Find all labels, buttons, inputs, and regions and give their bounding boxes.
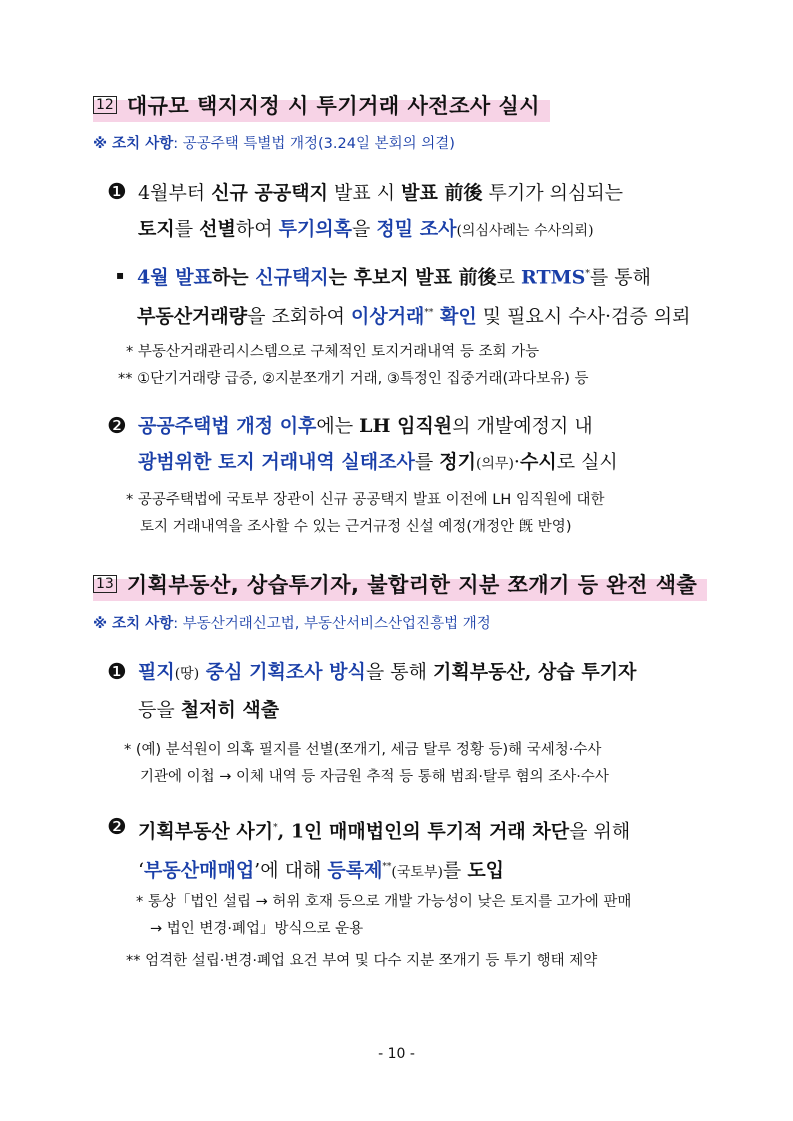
s13-item-1 bbox=[138, 654, 636, 728]
footnote-mark: ** bbox=[382, 862, 392, 873]
bullet-2-icon: ❷ bbox=[107, 414, 127, 439]
footnote: * (예) 분석원이 의혹 필지를 선별(쪼개기, 세금 탈루 정황 등)해 국세청·수사 bbox=[124, 742, 602, 758]
bullet-1-icon: ❶ bbox=[107, 660, 127, 685]
text: 하여 bbox=[235, 218, 279, 240]
text: 도입 bbox=[467, 859, 505, 882]
text: , 1인 매매법인의 투기적 거래 차단 bbox=[277, 820, 570, 843]
s12-item-1 bbox=[138, 175, 623, 249]
text: 의 개발예정지 내 bbox=[452, 415, 593, 437]
footnote: 기관에 이첩 → 이체 내역 등 자금원 추적 등 통해 범죄·탈루 혐의 조사·수사 bbox=[140, 769, 609, 785]
s13-item-2 bbox=[138, 810, 630, 891]
text: 상습 투기자 bbox=[538, 661, 637, 683]
text: 를 bbox=[174, 218, 200, 240]
text: 등을 bbox=[138, 699, 181, 721]
text: 투기의혹 bbox=[278, 218, 353, 240]
text: 확인 bbox=[433, 305, 477, 328]
text: 이상거래 bbox=[350, 305, 425, 328]
text: 을 bbox=[352, 218, 377, 240]
section-12-title: 대규모 택지지정 시 투기거래 사전조사 실시 bbox=[126, 94, 541, 118]
footnote-mark: * bbox=[273, 823, 278, 833]
text: 투기가 의심되는 bbox=[482, 182, 624, 204]
section-12-action-note bbox=[93, 132, 455, 153]
text: 선별 bbox=[199, 218, 236, 240]
text: 중심 기획조사 방식 bbox=[199, 661, 366, 683]
text: 로 bbox=[496, 266, 522, 289]
text: (땅) bbox=[174, 666, 200, 682]
text: 를 통해 bbox=[589, 266, 651, 289]
section-13-header bbox=[93, 567, 707, 601]
text: · bbox=[513, 451, 520, 473]
text: 를 bbox=[442, 859, 468, 882]
note-label: ※ 조치 사항 bbox=[93, 136, 174, 152]
footnote: ** ①단기거래량 급증, ②지분쪼개기 거래, ③특정인 집중거래(과다보유) 등 bbox=[118, 371, 589, 387]
footnote: * 통상「법인 설립 → 허위 호재 등으로 개발 가능성이 낮은 토지를 고가에 판매 bbox=[136, 894, 632, 910]
text: ‘ bbox=[138, 859, 145, 882]
text: 부동산거래량 bbox=[137, 305, 248, 328]
text: RTMS bbox=[521, 266, 586, 289]
text: 등록제 bbox=[327, 859, 383, 882]
text: (국토부) bbox=[391, 864, 443, 881]
bullet-2-icon: ❷ bbox=[107, 815, 127, 840]
text: 토지 bbox=[138, 218, 175, 240]
footnote: → 법인 변경·폐업」방식으로 운용 bbox=[150, 921, 364, 937]
text: 부동산매매업 bbox=[144, 859, 255, 882]
text: 발표 시 bbox=[327, 182, 402, 204]
section-13-action-note bbox=[93, 612, 491, 633]
text: 철저히 색출 bbox=[180, 699, 280, 721]
footnote-mark: ** bbox=[424, 308, 434, 319]
text: 4월 발표 bbox=[137, 266, 212, 289]
section-13-number: 13 bbox=[93, 575, 117, 593]
bullet-1-icon: ❶ bbox=[107, 180, 127, 205]
s12-subitem bbox=[137, 256, 690, 335]
note-text: : 부동산거래신고법, 부동산서비스산업진흥법 개정 bbox=[173, 616, 491, 632]
footnote: ** 엄격한 설립·변경·폐업 요건 부여 및 다수 지분 쪼개기 등 투기 행태 제약 bbox=[126, 953, 598, 969]
text: (의심사례는 수사의뢰) bbox=[456, 223, 594, 239]
text: 는 후보지 발표 前後 bbox=[328, 266, 497, 289]
text: 수시 bbox=[519, 451, 557, 473]
square-bullet-icon: ▪ bbox=[116, 268, 125, 282]
footnote-mark: * bbox=[585, 269, 590, 279]
text: 신규택지 bbox=[255, 266, 329, 289]
text: 을 위해 bbox=[569, 820, 631, 843]
text: 을 통해 bbox=[365, 661, 434, 683]
s12-item-2 bbox=[138, 408, 618, 482]
text: 공공주택법 개정 이후 bbox=[138, 415, 317, 437]
text: 에는 bbox=[316, 415, 360, 437]
text: 정기 bbox=[439, 451, 476, 473]
text: 로 실시 bbox=[556, 451, 618, 473]
note-label: ※ 조치 사항 bbox=[93, 616, 174, 632]
text: 기획부동산 bbox=[433, 661, 525, 683]
section-13-title: 기획부동산, 상습투기자, 불합리한 지분 쪼개기 등 완전 색출 bbox=[126, 573, 698, 597]
footnote: * 공공주택법에 국토부 장관이 신규 공공택지 발표 이전에 LH 임직원에 대한 bbox=[126, 492, 605, 508]
text: 기획부동산 사기 bbox=[138, 820, 274, 843]
text: ’에 대해 bbox=[254, 859, 328, 882]
text: , bbox=[524, 661, 539, 683]
text: 정밀 조사 bbox=[376, 218, 457, 240]
footnote: * 부동산거래관리시스템으로 구체적인 토지거래내역 등 조회 가능 bbox=[126, 344, 540, 360]
text: (의무) bbox=[475, 456, 514, 472]
page-number: - 10 - bbox=[378, 1046, 415, 1062]
text: 하는 bbox=[211, 266, 256, 289]
text: 및 필요시 수사·검증 의뢰 bbox=[476, 305, 691, 328]
text: 광범위한 토지 거래내역 실태조사 bbox=[138, 451, 415, 473]
text: LH 임직원 bbox=[359, 415, 453, 437]
text: 을 조회하여 bbox=[247, 305, 351, 328]
section-12-number: 12 bbox=[93, 96, 117, 114]
text: 를 bbox=[414, 451, 440, 473]
text: 4월부터 bbox=[138, 182, 212, 204]
section-12-header bbox=[93, 88, 550, 122]
text: 발표 前後 bbox=[401, 182, 483, 204]
footnote: 토지 거래내역을 조사할 수 있는 근거규정 신설 예정(개정안 旣 반영) bbox=[140, 519, 572, 535]
note-text: : 공공주택 특별법 개정(3.24일 본회의 의결) bbox=[173, 136, 455, 152]
text: 신규 공공택지 bbox=[211, 182, 328, 204]
text: 필지 bbox=[138, 661, 175, 683]
